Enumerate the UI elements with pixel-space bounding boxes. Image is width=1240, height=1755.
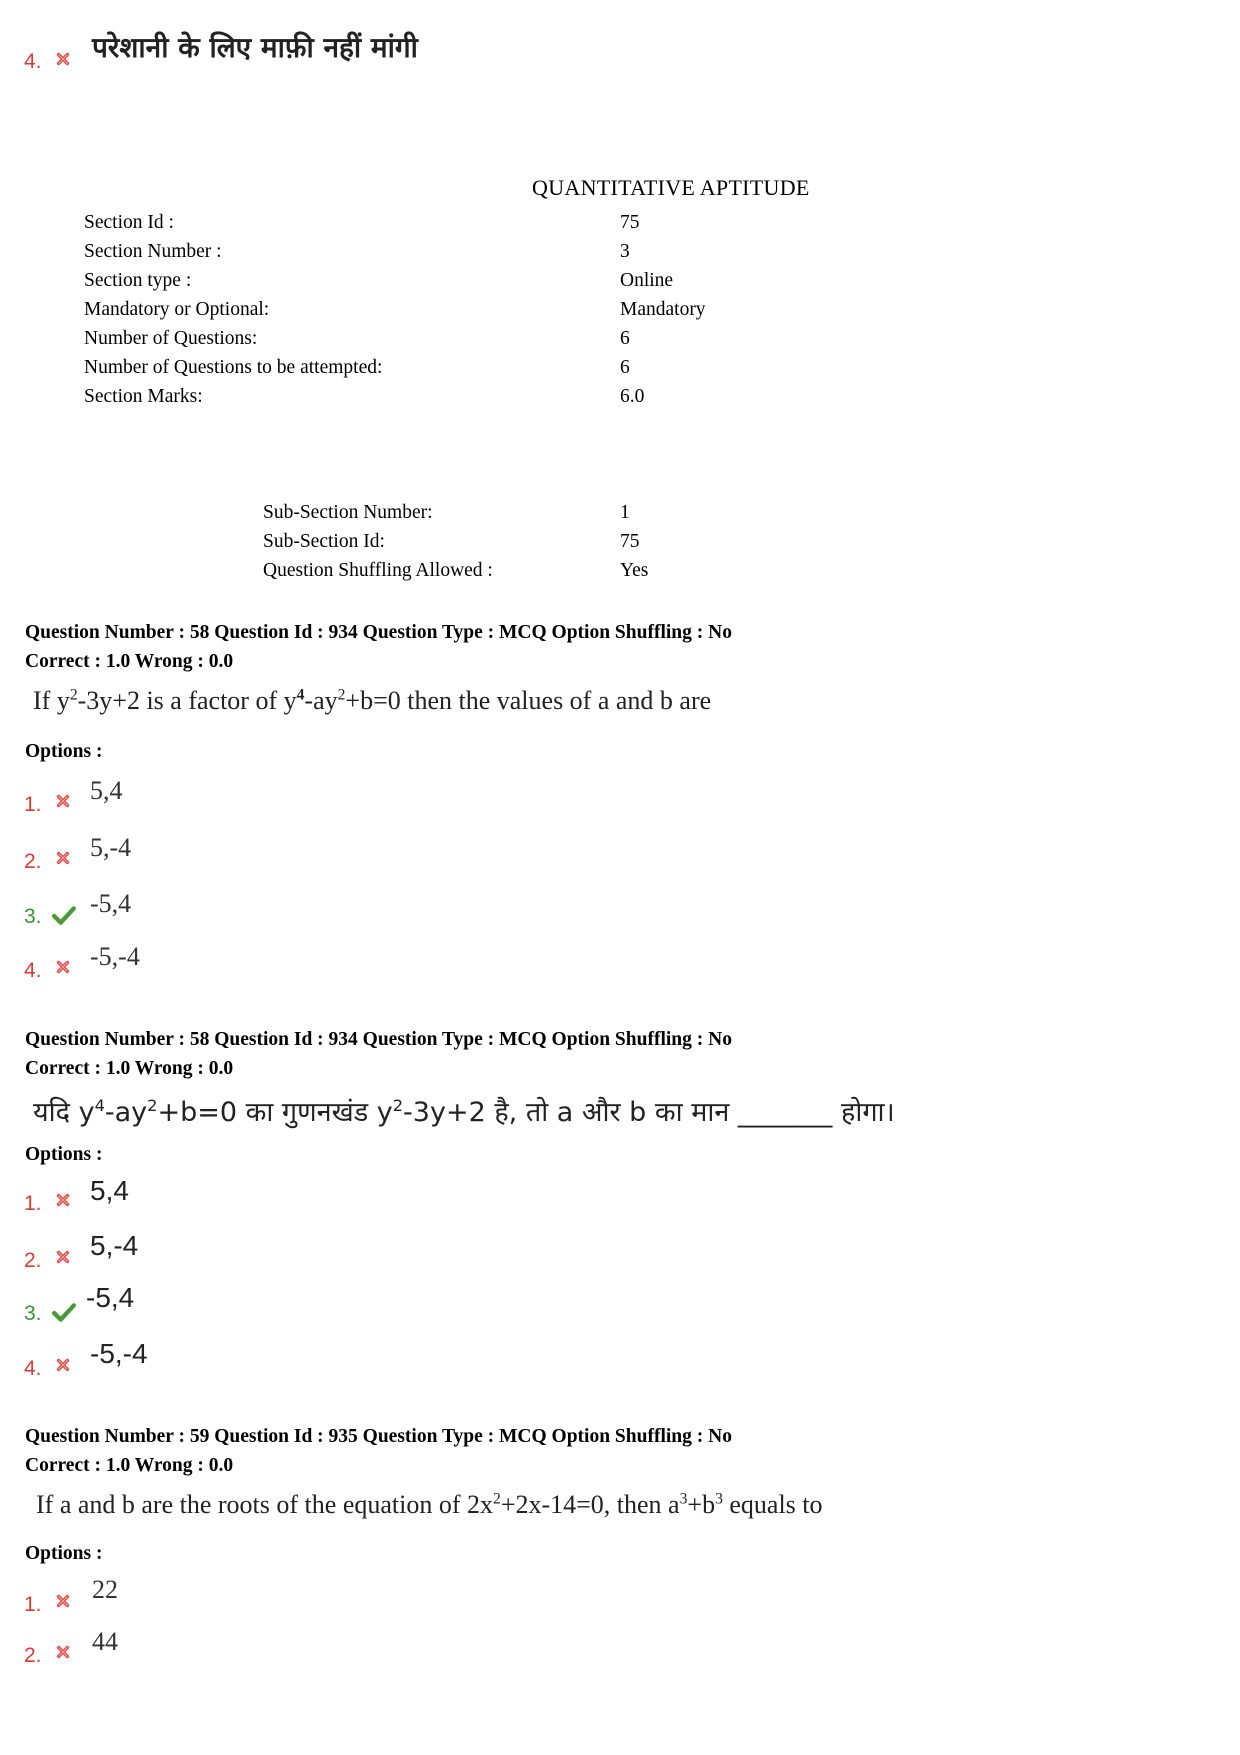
subsection-info-label: Sub-Section Number: [263,502,433,523]
question-text: यदि $y^4-ay^2+b=0$ का गुणनखंड $y^2-3y+2$ है, तो a और b का मान _______ होगा। [33,1096,895,1128]
question-header: Question Number : 58 Question Id : 934 Question Type : MCQ Option Shuffling : No [25,622,732,643]
section-info-label: Number of Questions: [84,328,258,349]
section-info-label: Mandatory or Optional: [84,299,270,320]
question-text: If $y^2-3y+2$ is a factor of $y^4-ay^2+b=0$ then the values of a and b are [33,686,712,715]
option-number: 4. [24,1357,42,1380]
cross-icon [56,1193,70,1207]
section-info-value: 6 [620,357,630,378]
option-text: -5,4 [90,889,132,918]
section-info-value: Mandatory [620,299,706,320]
cross-icon [56,52,70,66]
question-marks: Correct : 1.0 Wrong : 0.0 [25,1058,234,1079]
options-label: Options : [25,1543,103,1564]
option-number: 4. [24,50,42,73]
section-info-label: Section Number : [84,241,222,262]
section-info-value: 6.0 [620,386,645,407]
option-text: 44 [92,1627,118,1656]
cross-icon [56,1645,70,1659]
option-number: 1. [24,793,42,816]
question-text: If a and b are the roots of the equation of $2x^2+2x-14=0$, then $a^3+b^3$ equals to [36,1490,823,1519]
subsection-info-label: Question Shuffling Allowed : [263,560,493,581]
cross-icon [56,1358,70,1372]
section-info-label: Section type : [84,270,192,291]
question-marks: Correct : 1.0 Wrong : 0.0 [25,1455,234,1476]
cross-icon [56,960,70,974]
cross-icon [56,1594,70,1608]
check-icon [52,1302,76,1322]
option-text: 22 [92,1575,118,1604]
subsection-info-label: Sub-Section Id: [263,531,385,552]
option-text: परेशानी के लिए माफ़ी नहीं मांगी [92,31,418,64]
section-info-value: 3 [620,241,630,262]
option-number: 2. [24,1644,42,1667]
option-text: 5,4 [90,776,123,805]
cross-icon [56,1250,70,1264]
question-marks: Correct : 1.0 Wrong : 0.0 [25,651,234,672]
option-number: 4. [24,959,42,982]
question-header: Question Number : 58 Question Id : 934 Question Type : MCQ Option Shuffling : No [25,1029,732,1050]
option-text: -5,-4 [90,1338,148,1369]
options-label: Options : [25,1144,103,1165]
option-number: 2. [24,850,42,873]
option-text: 5,-4 [90,1230,139,1261]
option-text: -5,-4 [90,942,140,971]
cross-icon [56,851,70,865]
option-number: 3. [24,1302,42,1325]
subsection-info-value: 1 [620,502,630,523]
section-info-label: Section Marks: [84,386,203,407]
section-info-value: 75 [620,212,640,233]
subsection-info-value: Yes [620,560,649,581]
section-title: QUANTITATIVE APTITUDE [532,175,810,200]
option-text: -5,4 [86,1282,135,1313]
section-info-value: 6 [620,328,630,349]
subsection-info-value: 75 [620,531,640,552]
option-number: 1. [24,1192,42,1215]
question-header: Question Number : 59 Question Id : 935 Question Type : MCQ Option Shuffling : No [25,1426,732,1447]
options-label: Options : [25,741,103,762]
option-text: 5,-4 [90,833,132,862]
option-number: 1. [24,1593,42,1616]
section-info-label: Section Id : [84,212,174,233]
option-text: 5,4 [90,1175,129,1206]
cross-icon [56,794,70,808]
section-info-label: Number of Questions to be attempted: [84,357,383,378]
option-number: 2. [24,1249,42,1272]
section-info-value: Online [620,270,674,291]
option-number: 3. [24,905,42,928]
check-icon [52,905,76,925]
